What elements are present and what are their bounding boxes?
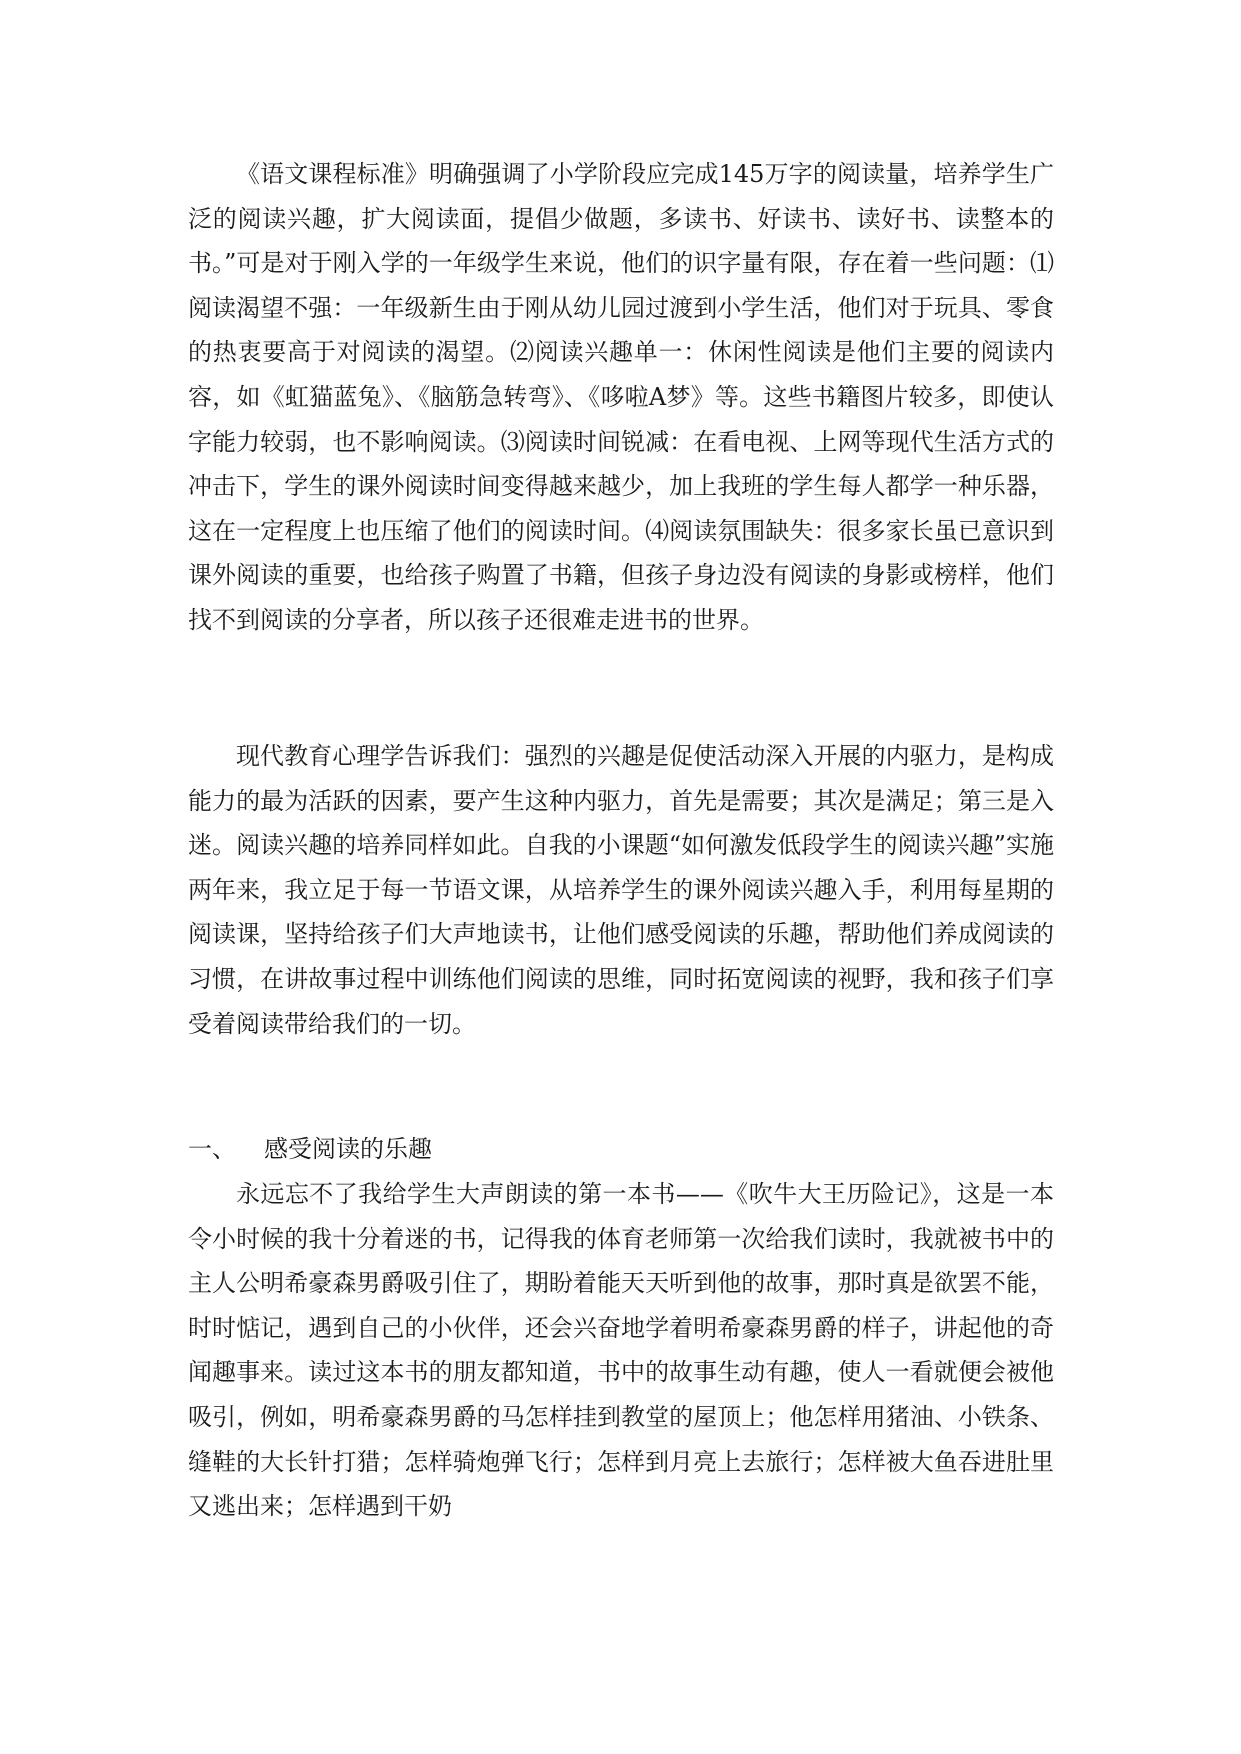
body-paragraph-3: 永远忘不了我给学生大声朗读的第一本书——《吹牛大王历险记》，这是一本令小时候的我十分着迷的书，记得我的体育老师第一次给我们读时，我就被书中的主人公明希豪森男爵吸引住了，期盼着能天天听到他的故事，那时真是欲罢不能，时时惦记，遇到自己的小伙伴，还会兴奋地学着明希豪森男爵的样子，讲起他的奇闻趣事来。读过这本书的朋友都知道，书中的故事生动有趣，使人一看就便会被他吸引，例如，明希豪森男爵的马怎样挂到教堂的屋顶上；他怎样用猪油、小铁条、缝鞋的大长针打猎；怎样骑炮弹飞行；怎样到月亮上去旅行；怎样被大鱼吞进肚里又逃出来；怎样遇到干奶: [188, 1180, 1054, 1521]
section-title: 感受阅读的乐趣: [264, 1135, 432, 1163]
body-paragraph-2: 现代教育心理学告诉我们：强烈的兴趣是促使活动深入开展的内驱力，是构成能力的最为活跃的因素，要产生这种内驱力，首先是需要；其次是满足；第三是入迷。阅读兴趣的培养同样如此。自我的小课题“如何激发低段学生的阅读兴趣”实施两年来，我立足于每一节语文课，从培养学生的课外阅读兴趣入手，利用每星期的阅读课，坚持给孩子们大声地读书，让他们感受阅读的乐趣，帮助他们养成阅读的习惯，在讲故事过程中训练他们阅读的思维，同时拓宽阅读的视野，我和孩子们享受着阅读带给我们的一切。: [188, 742, 1054, 1038]
body-paragraph-1: 《语文课程标准》明确强调了小学阶段应完成145万字的阅读量，培养学生广泛的阅读兴趣，扩大阅读面，提倡少做题，多读书、好读书、读好书、读整本的书。”可是对于刚入学的一年级学生来说，他们的识字量有限，存在着一些问题：⑴阅读渴望不强：一年级新生由于刚从幼儿园过渡到小学生活，他们对于玩具、零食的热衷要高于对阅读的渴望。⑵阅读兴趣单一：休闲性阅读是他们主要的阅读内容，如《虹猫蓝兔》、《脑筋急转弯》、《哆啦A梦》等。这些书籍图片较多，即使认字能力较弱，也不影响阅读。⑶阅读时间锐减：在看电视、上网等现代生活方式的冲击下，学生的课外阅读时间变得越来越少，加上我班的学生每人都学一种乐器，这在一定程度上也压缩了他们的阅读时间。⑷阅读氛围缺失：很多家长虽已意识到课外阅读的重要，也给孩子购置了书籍，但孩子身边没有阅读的身影或榜样，他们找不到阅读的分享者，所以孩子还很难走进书的世界。: [188, 160, 1054, 634]
section-number: 一、: [188, 1135, 236, 1163]
section-heading-1: [188, 1127, 432, 1172]
